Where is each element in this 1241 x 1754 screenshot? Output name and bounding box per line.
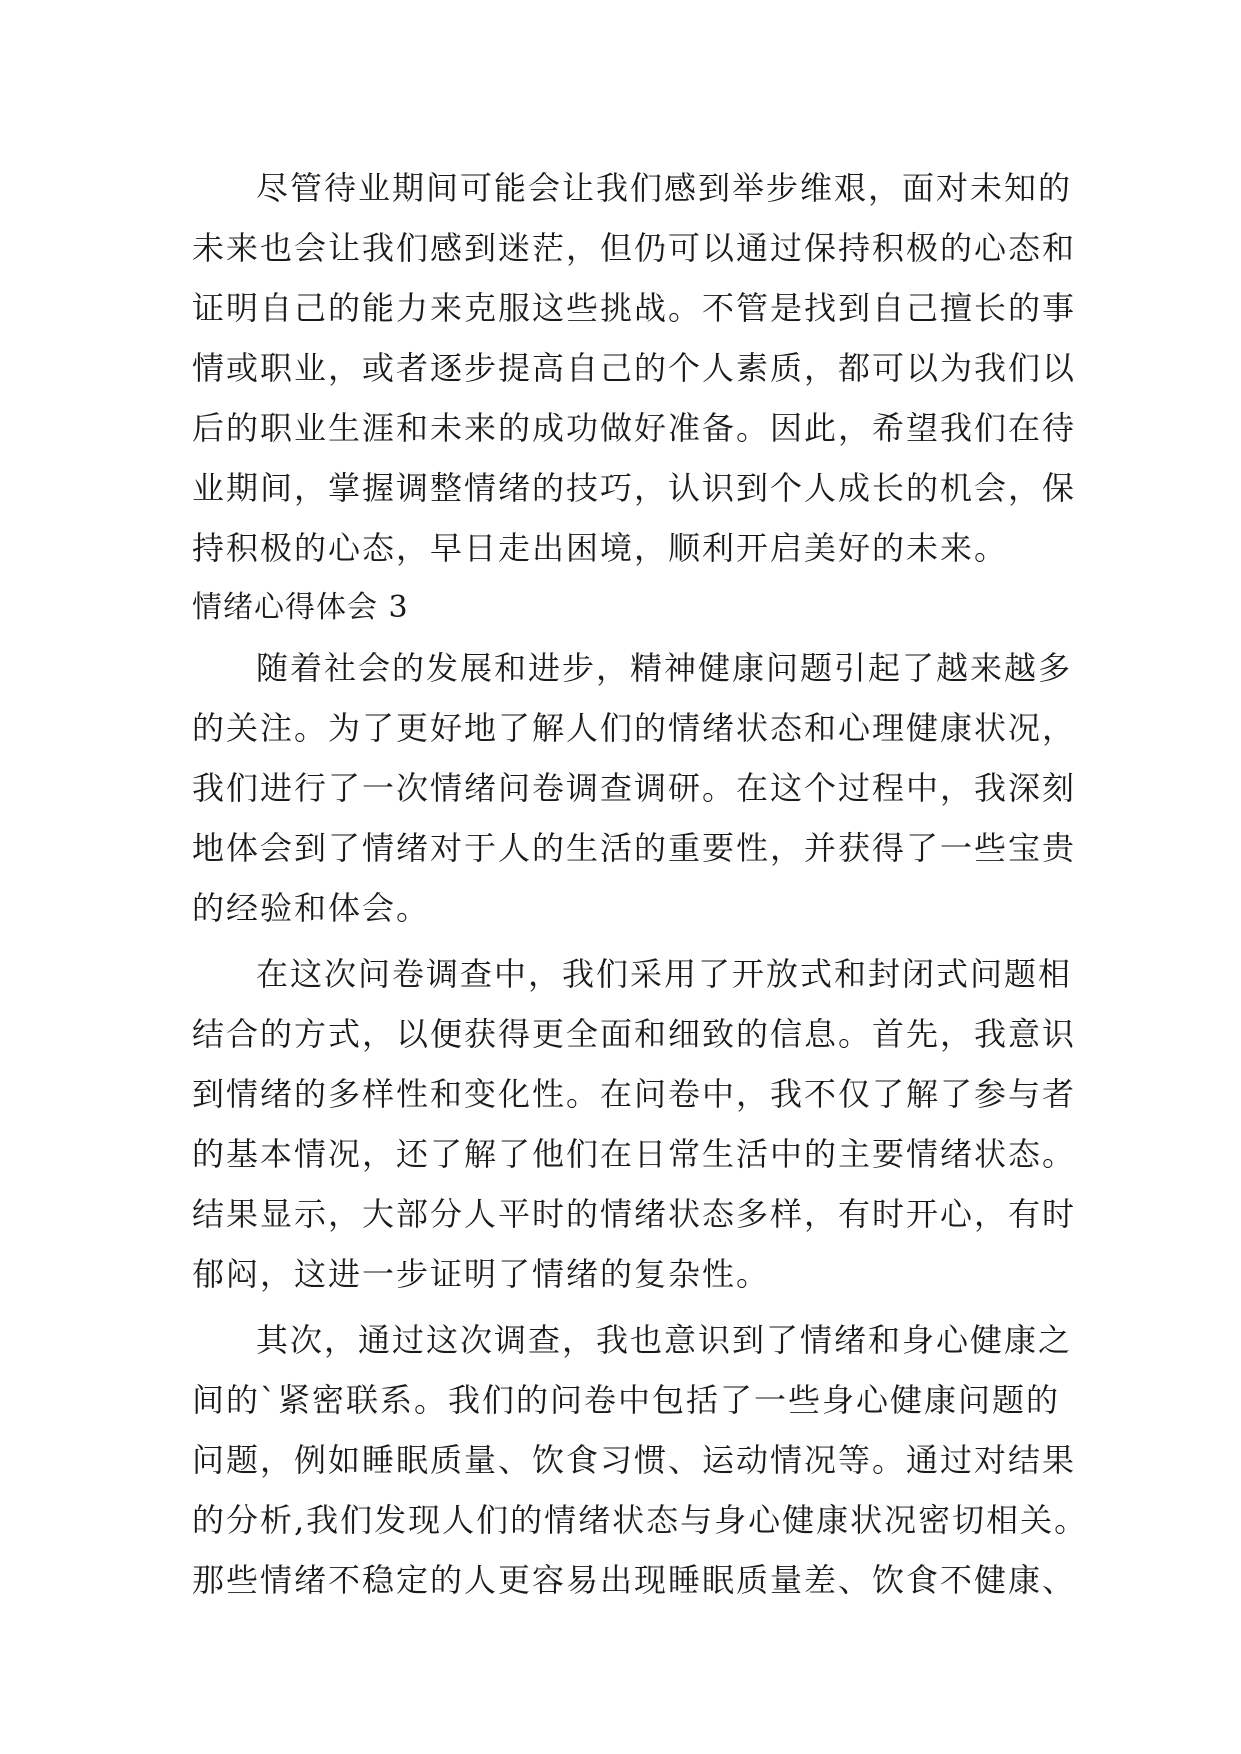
- text-line: 持积极的心态，早日走出困境，顺利开启美好的未来。: [192, 529, 1009, 567]
- text-line: 地体会到了情绪对于人的生活的重要性，并获得了一些宝贵: [192, 829, 1077, 867]
- text-line: 我们进行了一次情绪问卷调查调研。在这个过程中，我深刻: [192, 769, 1077, 807]
- text-line: 郁闷，这进一步证明了情绪的复杂性。: [192, 1255, 771, 1293]
- text-line: 那些情绪不稳定的人更容易出现睡眠质量差、饮食不健康、: [192, 1561, 1077, 1599]
- document-body: [192, 158, 1089, 1610]
- text-line: 的基本情况，还了解了他们在日常生活中的主要情绪状态。: [192, 1135, 1077, 1173]
- paragraph-4: [192, 1310, 1089, 1610]
- section-heading: 情绪心得体会 3: [192, 590, 409, 625]
- text-line: 到情绪的多样性和变化性。在问卷中，我不仅了解了参与者: [192, 1075, 1077, 1113]
- text-line: 在这次问卷调查中，我们采用了开放式和封闭式问题相: [256, 955, 1073, 993]
- text-line: 的关注。为了更好地了解人们的情绪状态和心理健康状况，: [192, 709, 1077, 747]
- text-line: 证明自己的能力来克服这些挑战。不管是找到自己擅长的事: [192, 289, 1077, 327]
- text-line: 的经验和体会。: [192, 889, 431, 927]
- text-line: 未来也会让我们感到迷茫，但仍可以通过保持积极的心态和: [192, 229, 1077, 267]
- text-line: 结合的方式，以便获得更全面和细致的信息。首先，我意识: [192, 1015, 1077, 1053]
- text-line: 尽管待业期间可能会让我们感到举步维艰，面对未知的: [256, 169, 1073, 207]
- paragraph-1: [192, 158, 1077, 578]
- text-line: 其次，通过这次调查，我也意识到了情绪和身心健康之: [256, 1321, 1073, 1359]
- text-line: 结果显示，大部分人平时的情绪状态多样，有时开心，有时: [192, 1195, 1077, 1233]
- text-line: 业期间，掌握调整情绪的技巧，认识到个人成长的机会，保: [192, 469, 1077, 507]
- text-line: 情或职业，或者逐步提高自己的个人素质，都可以为我们以: [192, 349, 1077, 387]
- text-line: 间的`紧密联系。我们的问卷中包括了一些身心健康问题的: [192, 1381, 1061, 1419]
- text-line: 的分析,我们发现人们的情绪状态与身心健康状况密切相关。: [192, 1501, 1089, 1539]
- text-line: 问题，例如睡眠质量、饮食习惯、运动情况等。通过对结果: [192, 1441, 1077, 1479]
- text-line: 后的职业生涯和未来的成功做好准备。因此，希望我们在待: [192, 409, 1077, 447]
- text-line: 随着社会的发展和进步，精神健康问题引起了越来越多: [256, 649, 1073, 687]
- paragraph-2: [192, 638, 1077, 938]
- paragraph-3: [192, 944, 1077, 1304]
